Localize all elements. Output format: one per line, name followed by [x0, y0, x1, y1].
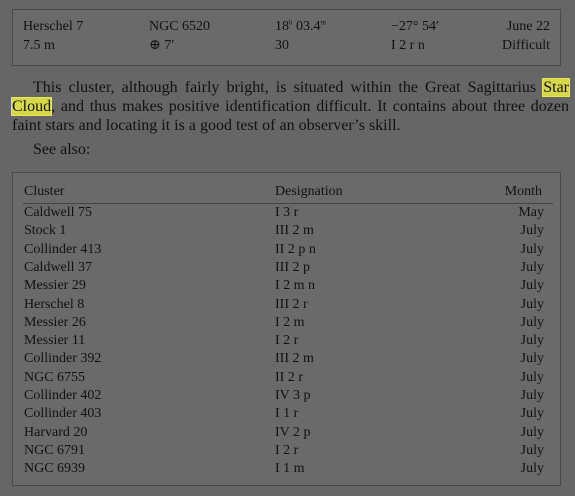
table-row — [13, 442, 562, 460]
month-cell: July — [520, 369, 544, 385]
object-info-box — [12, 9, 561, 66]
designation-cell: I 1 r — [275, 406, 299, 422]
trumpler-class: I 2 r n — [391, 38, 425, 53]
designation-cell: IV 2 p — [275, 424, 311, 440]
cluster-cell: NGC 6755 — [24, 369, 86, 385]
designation-cell: I 2 r — [275, 333, 299, 349]
designation-cell: II 2 r — [275, 369, 303, 385]
designation-cell: II 2 p n — [275, 241, 316, 257]
see-also-table — [12, 172, 561, 486]
table-row — [13, 424, 562, 442]
table-row — [13, 204, 562, 222]
designation-cell: I 3 r — [275, 205, 299, 220]
designation-cell: I 1 m — [275, 461, 305, 477]
table-row — [13, 241, 562, 259]
cluster-cell: Collinder 402 — [24, 388, 102, 403]
month-cell: July — [520, 461, 544, 477]
cluster-cell: Harvard 20 — [24, 424, 88, 440]
cluster-cell: Collinder 392 — [24, 351, 102, 367]
month-cell: July — [520, 388, 544, 403]
month-cell: July — [520, 296, 544, 312]
star-count: 30 — [275, 38, 289, 53]
right-ascension: 18$^h$ 03.4$^m$ — [275, 18, 326, 34]
cluster-cell: Collinder 413 — [24, 241, 102, 257]
table-row — [13, 314, 562, 332]
month-cell: July — [520, 278, 544, 294]
cluster-cell: Herschel 8 — [24, 296, 85, 312]
difficulty: Difficult — [502, 38, 550, 53]
designation-cell: III 2 p — [275, 259, 310, 275]
designation-cell: III 2 m — [275, 351, 314, 367]
description-paragraph — [12, 78, 569, 135]
header-cluster: Cluster — [24, 184, 65, 199]
cluster-cell: NGC 6939 — [24, 461, 86, 477]
cluster-cell: Messier 26 — [24, 314, 86, 330]
month-cell: July — [520, 241, 544, 257]
best-date: June 22 — [506, 19, 550, 34]
cluster-cell: Messier 29 — [24, 278, 86, 294]
cluster-cell: Stock 1 — [24, 223, 67, 239]
table-row — [13, 332, 562, 350]
month-cell: May — [518, 205, 544, 220]
table-row — [13, 405, 562, 423]
paragraph-text-1: This cluster, although fairly bright, is situated within the Great Sagittarius — [33, 79, 544, 96]
month-cell: July — [520, 333, 544, 349]
cluster-cell: Messier 11 — [24, 333, 86, 349]
month-cell: July — [520, 223, 544, 239]
header-month: Month — [504, 184, 542, 199]
table-row — [13, 277, 562, 295]
paragraph-text-2: , and thus makes positive identification difficult. It contains about three dozen faint stars and locating it is a good test of an observer’s skill. — [12, 98, 569, 134]
magnitude: 7.5 m — [23, 38, 55, 53]
month-cell: July — [520, 424, 544, 440]
table-row — [13, 222, 562, 240]
designation-cell: I 2 m — [275, 314, 305, 330]
month-cell: July — [520, 442, 544, 458]
cluster-cell: Caldwell 75 — [24, 205, 93, 220]
cluster-cell: Caldwell 37 — [24, 259, 93, 275]
month-cell: July — [520, 406, 544, 422]
ngc-number: NGC 6520 — [149, 19, 211, 34]
see-also-label: See also: — [33, 141, 91, 158]
month-cell: July — [520, 314, 544, 330]
cluster-cell: Collinder 403 — [24, 406, 102, 422]
month-cell: July — [520, 259, 544, 275]
designation-cell: I 2 r — [275, 442, 299, 458]
table-row — [13, 369, 562, 387]
header-designation: Designation — [275, 184, 343, 199]
highlighted-text[interactable]: Star Cloud — [12, 79, 569, 115]
catalog-name: Herschel 7 — [23, 19, 84, 34]
apparent-size: ⊕ 7′ — [149, 38, 175, 53]
table-row — [13, 296, 562, 314]
month-cell: July — [520, 351, 544, 367]
cluster-cell: NGC 6791 — [24, 442, 86, 458]
table-row — [13, 350, 562, 368]
designation-cell: III 2 m — [275, 223, 314, 239]
table-row — [13, 387, 562, 405]
designation-cell: III 2 r — [275, 296, 308, 312]
table-row — [13, 259, 562, 277]
declination: −27° 54′ — [391, 19, 440, 34]
table-row — [13, 460, 562, 478]
designation-cell: I 2 m n — [275, 278, 316, 294]
designation-cell: IV 3 p — [275, 388, 311, 403]
